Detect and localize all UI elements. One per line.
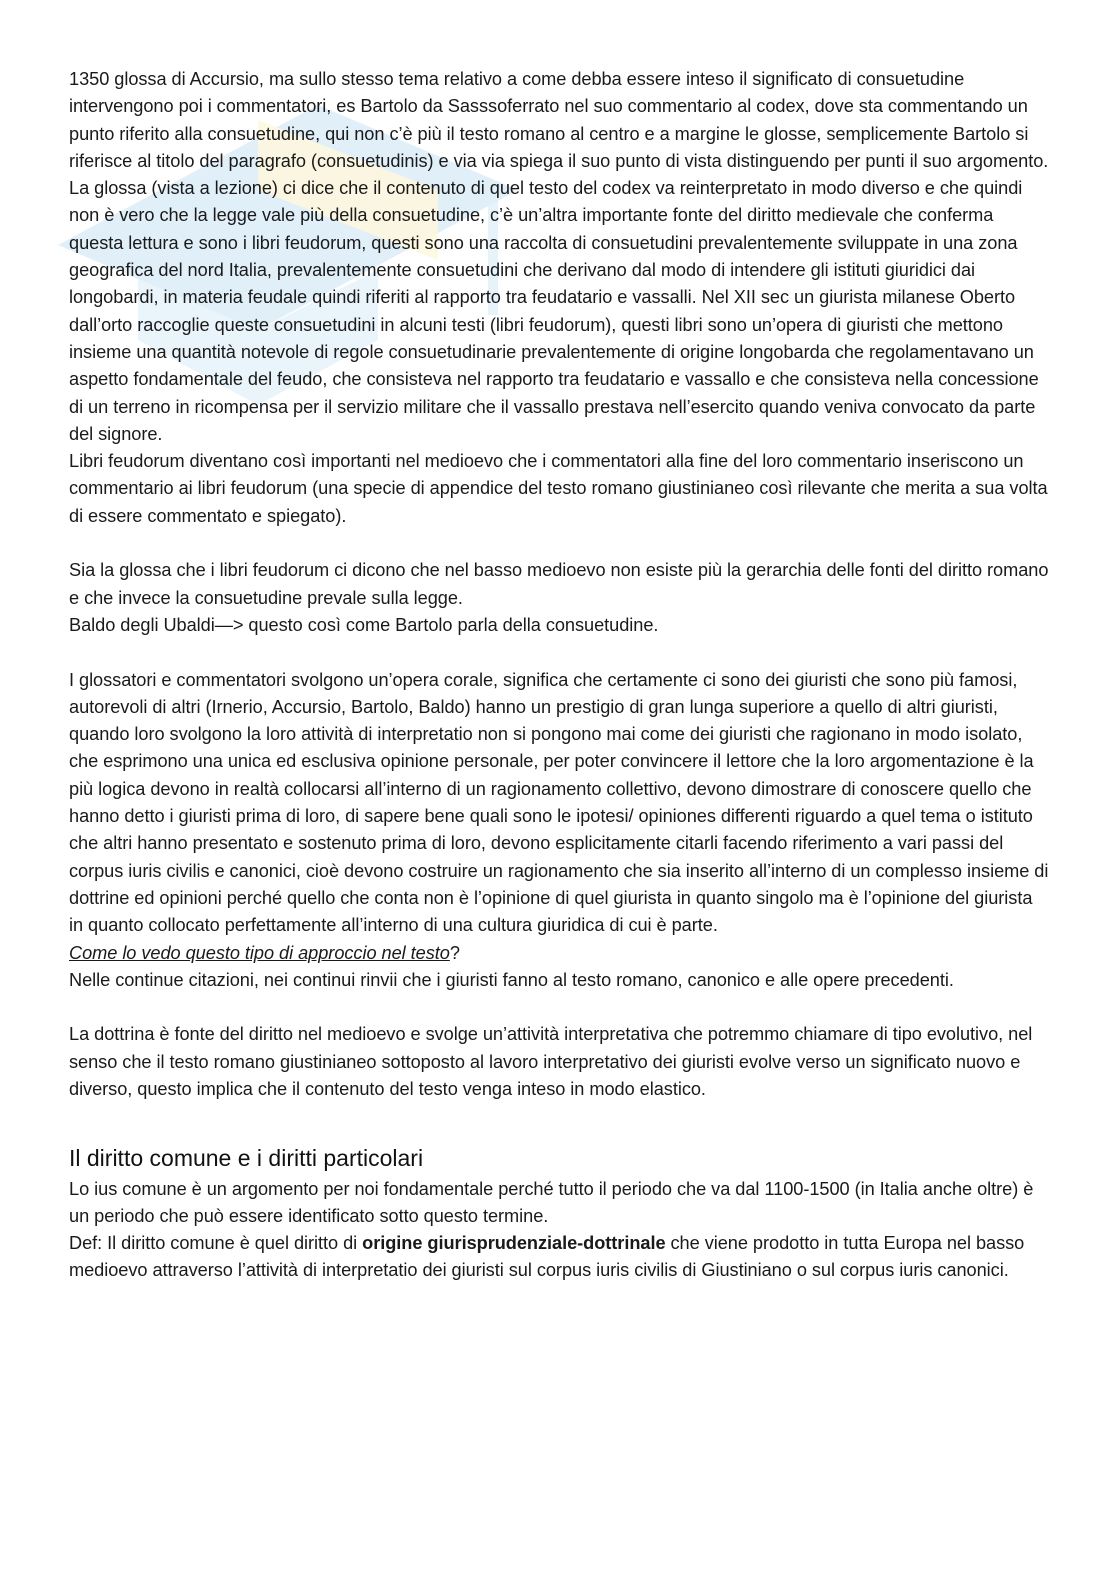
document-page — [69, 66, 1049, 1285]
spacer — [69, 994, 1049, 1021]
definition-prefix: Def: Il diritto comune è quel diritto di — [69, 1233, 363, 1254]
paragraph-ius-comune: Lo ius comune è un argomento per noi fondamentale perché tutto il periodo che va dal 1100-1500 (in Italia anche oltre) è un periodo che può essere identificato sotto questo termine. — [69, 1178, 1034, 1226]
question-line — [69, 940, 1049, 967]
paragraph-dottrina: La dottrina è fonte del diritto nel medioevo e svolge un’attività interpretativa che potremmo chiamare di tipo evolutivo, nel senso che il testo romano giustinianeo sottoposto al lavoro interpretativo dei giuristi evolve verso un significato nuovo e diverso, questo implica che il contenuto del testo venga inteso in modo elastico. — [69, 1024, 1033, 1099]
spacer — [69, 639, 1049, 666]
paragraph-opera-corale: I glossatori e commentatori svolgono un’opera corale, significa che certamente ci sono dei giuristi che sono più famosi, autorevoli di altri (Irnerio, Accursio, Bartolo, Baldo) hanno un prestigio di gran lunga superiore a quello di altri giuristi, quando loro svolgono la loro attività di interpretatio non si pongono mai come dei giuristi che ragionano in modo isolato, che esprimono una unica ed esclusiva opinione personale, per poter convincere il lettore che la loro argomentazione è la più logica devono in realtà collocarsi all’interno di un ragionamento collettivo, devono dimostrare di conoscere quello che hanno detto i giuristi prima di loro, di sapere bene quali sono le ipotesi/ opiniones differenti riguardo a quel tema o istituto che altri hanno presentato e sostenuto prima di loro, devono esplicitamente citarli facendo riferimento a vari passi del corpus iuris civilis e canonici, cioè devono costruire un ragionamento che sia inserito all’interno di un complesso insieme di dottrine ed opinioni perché quello che conta non è l’opinione di quel giurista in quanto singolo ma è l’opinione del giurista in quanto collocato perfettamente all’interno di una cultura giuridica di cui è parte. — [69, 669, 1049, 936]
paragraph-commentatori: Libri feudorum diventano così importanti nel medioevo che i commentatori alla fine del loro commentario inseriscono un commentario ai libri feudorum (una specie di appendice del testo romano giustinianeo così rilevante che merita a sua volta di essere commentato e spiegato). — [69, 451, 1048, 526]
paragraph-citazioni: Nelle continue citazioni, nei continui rinvii che i giuristi fanno al testo romano, canonico e alle opere precedenti. — [69, 969, 954, 990]
spacer — [69, 1103, 1049, 1130]
spacer — [69, 530, 1049, 557]
paragraph-glossa-accursio: 1350 glossa di Accursio, ma sullo stesso tema relativo a come debba essere inteso il significato di consuetudine intervengono poi i commentatori, es Bartolo da Sasssoferrato nel suo commentario al codex, dove sta commentando un punto riferito alla consuetudine, qui non c’è più il testo romano al centro e a margine le glosse, semplicemente Bartolo si riferisce al titolo del paragrafo (consuetudinis) e via via spiega il suo punto di vista distinguendo per punti il suo argomento. — [69, 69, 1049, 171]
definition-bold: origine giurisprudenziale-dottrinale — [362, 1233, 666, 1254]
question-mark: ? — [449, 942, 460, 963]
question-text: Come lo vedo questo tipo di approccio nel testo — [69, 942, 450, 963]
paragraph-definizione — [69, 1230, 1049, 1285]
paragraph-gerarchia-fonti: Sia la glossa che i libri feudorum ci dicono che nel basso medioevo non esiste più la gerarchia delle fonti del diritto romano e che invece la consuetudine prevale sulla legge. — [69, 560, 1049, 608]
paragraph-libri-feudorum: La glossa (vista a lezione) ci dice che il contenuto di quel testo del codex va reinterpretato in modo diverso e che quindi non è vero che la legge vale più della consuetudine, c’è un’altra importante fonte del diritto medievale che conferma questa lettura e sono i libri feudorum, questi sono una raccolta di consuetudini prevalentemente sviluppate in una zona geografica del nord Italia, prevalentemente consuetudini che derivano dal modo di intendere gli istituti giuridici dai longobardi, in materia feudale quindi riferiti al rapporto tra feudatario e vassalli. Nel XII sec un giurista milanese Oberto dall’orto raccoglie queste consuetudini in alcuni testi (libri feudorum), questi libri sono un’opera di giuristi che mettono insieme una quantità notevole di regole consuetudinarie prevalentemente di origine longobarda che regolamentavano un aspetto fondamentale del feudo, che consisteva nel rapporto tra feudatario e vassallo e che consisteva nella concessione di un terreno in ricompensa per il servizio militare che il vassallo prestava nell’esercito quando veniva convocato da parte del signore. — [69, 178, 1039, 444]
definition-suffix: che viene prodotto in tutta Europa nel basso medioevo attraverso l’attività di interpretatio dei giuristi sul corpus iuris civilis di Giustiniano o sul corpus iuris canonici. — [69, 1233, 1025, 1281]
section-heading: Il diritto comune e i diritti particolari — [69, 1144, 424, 1171]
paragraph-baldo: Baldo degli Ubaldi—> questo così come Bartolo parla della consuetudine. — [69, 614, 659, 635]
